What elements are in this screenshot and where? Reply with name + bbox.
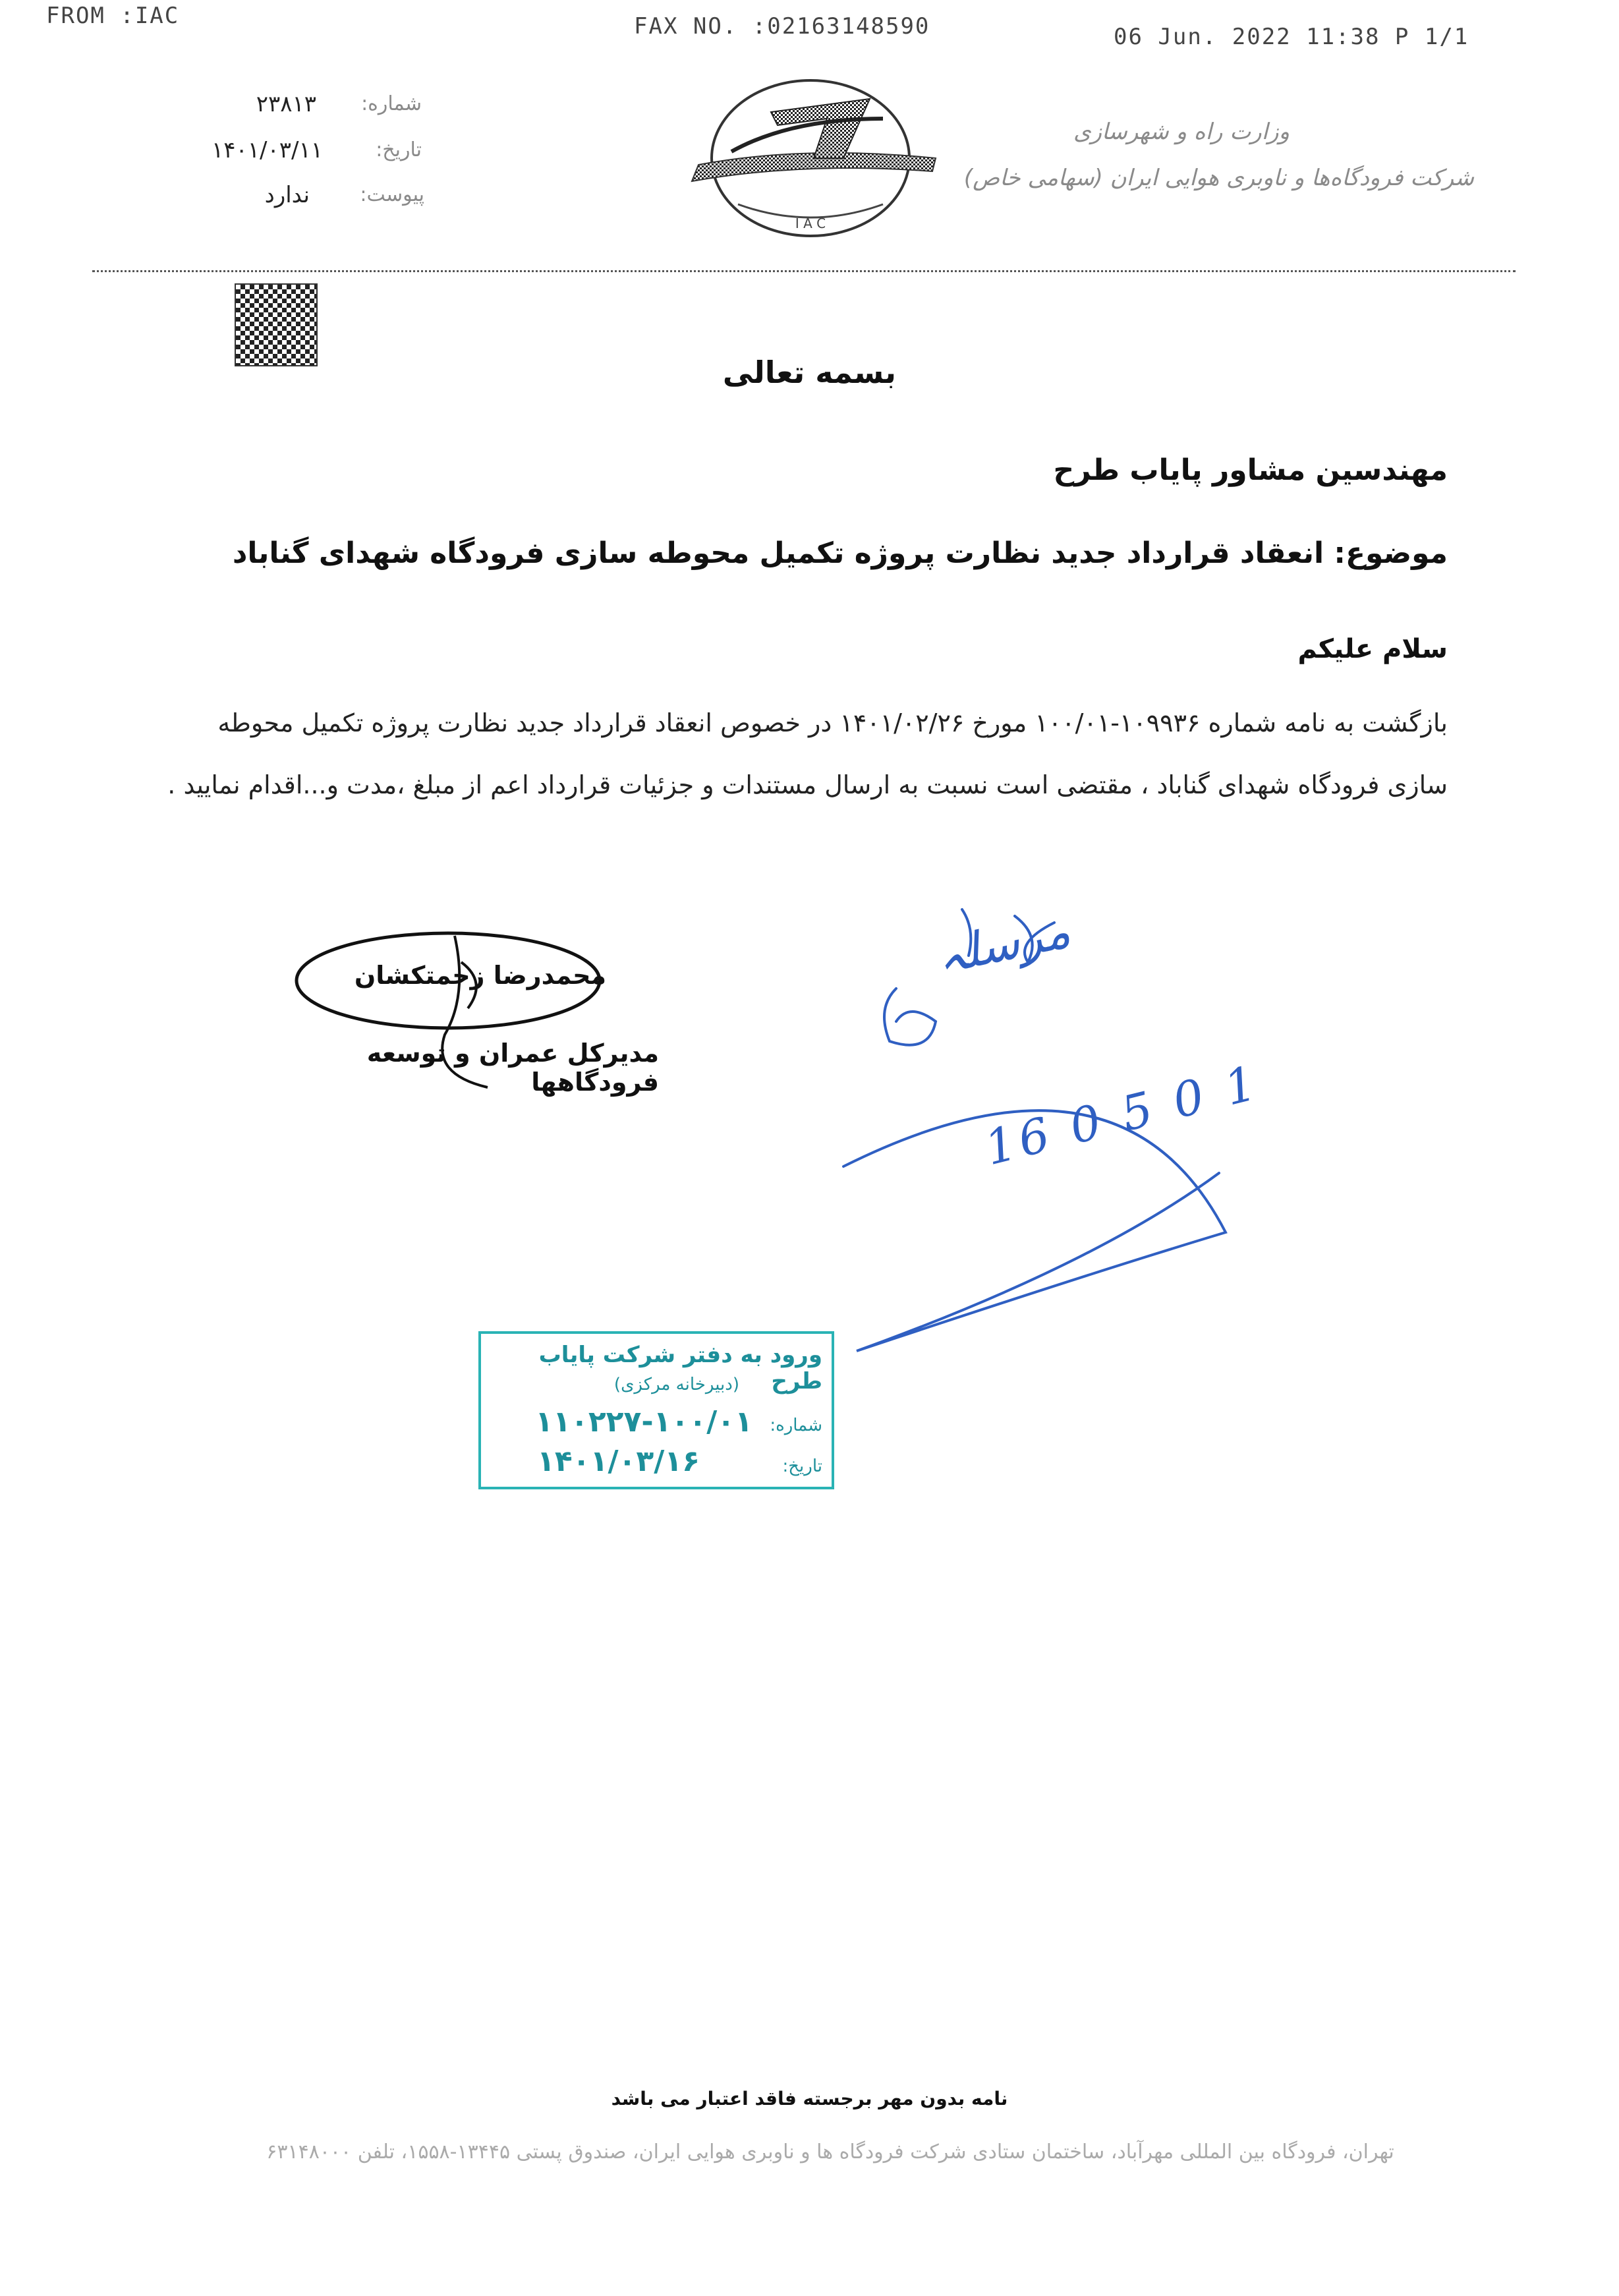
stamp-date-label: تاریخ: (782, 1456, 822, 1476)
stamp-title: ورود به دفتر شرکت پایاب طرح (538, 1342, 822, 1394)
signatory-name: محمدرضا زحمتکشان (354, 961, 606, 990)
letter-meta (198, 90, 448, 228)
footer-validity-note: نامه بدون مهر برجسته فاقد اعتبار می باشد (611, 2088, 1008, 2109)
receipt-stamp (478, 1331, 834, 1489)
stamp-number-value: ۱۱۰۲۲۷-۱۰۰/۰۱ (535, 1405, 753, 1439)
letter-number-label: شماره: (361, 92, 422, 115)
letter-attachment-value: ندارد (264, 182, 310, 208)
footer-address: تهران، فرودگاه بین المللی مهرآباد، ساختمان ستادی شرکت فرودگاه ها و ناوبری هوایی ایران، صندوق پستی ۱۳۴۴۵-۱۵۵۸، تلفن ۶۳۱۴۸۰۰۰ (266, 2140, 1394, 2164)
fax-datetime: 06 Jun. 2022 11:38 P 1/1 (1114, 24, 1469, 50)
stamp-subtitle: (دبیرخانه مرکزی) (613, 1375, 739, 1394)
letterhead-ministry: وزارت راه و شهرسازی (1073, 119, 1290, 145)
signature-block (290, 923, 659, 1097)
addressee: مهندسین مشاور پایاب طرح (1053, 453, 1448, 487)
handwritten-note: مرسلہ (931, 902, 1075, 985)
letter-attachment-label: پیوست: (360, 183, 424, 206)
letter-date-label: تاریخ: (376, 138, 422, 161)
fax-from: FROM :IAC (46, 3, 180, 29)
greeting: سلام علیکم (1297, 634, 1448, 664)
letter-number-value: ۲۳۸۱۳ (256, 91, 316, 117)
letterhead-company: شرکت فرودگاه‌ها و ناوبری هوایی ایران (سهامی خاص) (963, 165, 1474, 191)
invocation: بسمه تعالی (722, 355, 897, 390)
handwritten-annotation (817, 890, 1265, 1364)
subject-line: موضوع: انعقاد قرارداد جدید نظارت پروژه تکمیل محوطه سازی فرودگاه شهدای گناباد (232, 536, 1448, 570)
handwritten-number: 16 0 5 0 1 (979, 1054, 1266, 1176)
stamp-number-label: شماره: (770, 1416, 822, 1435)
fax-number: FAX NO. :02163148590 (634, 13, 930, 40)
airports-company-logo (672, 72, 949, 244)
svg-text:I A C: I A C (795, 215, 826, 231)
signatory-title: مدیرکل عمران و توسعه فرودگاهها (366, 1039, 659, 1097)
header-separator (92, 270, 1516, 272)
letter-date-value: ۱۴۰۱/۰۳/۱۱ (211, 137, 323, 163)
body-line-2: سازی فرودگاه شهدای گناباد ، مقتضی است نسبت به ارسال مستندات و جزئیات قرارداد اعم از مبلغ ،مدت و...اقدام نمایید . (167, 770, 1448, 799)
body-line-1: بازگشت به نامه شماره ۱۰۹۹۳۶-۱۰۰/۰۱ مورخ ۱۴۰۱/۰۲/۲۶ در خصوص انعقاد قرارداد جدید نظارت پروژه تکمیل محوطه (217, 708, 1448, 737)
stamp-date-value: ۱۴۰۱/۰۳/۱۶ (537, 1445, 700, 1478)
